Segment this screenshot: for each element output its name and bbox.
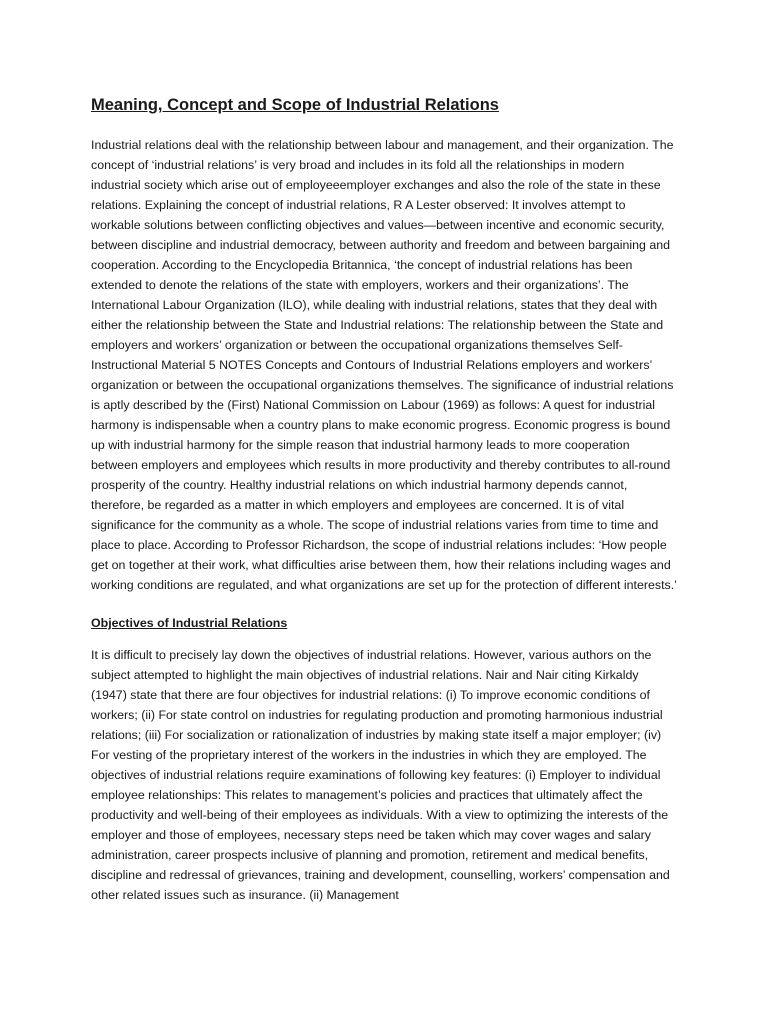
- subheading-objectives: Objectives of Industrial Relations: [91, 616, 288, 630]
- paragraph-objectives: It is difficult to precisely lay down the objectives of industrial relations. However, various authors on the subject attempted to highlight the main objectives of industrial relations. Nair and Nair citing Kirkaldy (1947) state that there are four objectives for industrial relations: (i) To improve economic conditions of workers; (ii) For state control on industries for regulating production and promoting harmonious industrial relations; (iii) For socialization or rationalization of industries by making state itself a major employer; (iv) For vesting of the proprietary interest of the workers in the industries in which they are employed. The objectives of industrial relations require examinations of following key features: (i) Employer to individual employee relationships: This relates to management’s policies and practices that ultimately affect the productivity and well-being of their employees as individuals. With a view to optimizing the interests of the employer and those of employees, necessary steps need be taken which may cover wages and salary administration, career prospects inclusive of planning and promotion, retirement and medical benefits, discipline and redressal of grievances, training and development, counselling, workers’ compensation and other related issues such as insurance. (ii) Management: [91, 648, 670, 902]
- document-title: Meaning, Concept and Scope of Industrial Relations: [91, 96, 499, 114]
- paragraph-meaning-concept-scope: Industrial relations deal with the relationship between labour and management, and their organization. The concept of ‘industrial relations’ is very broad and includes in its fold all the relationships in modern industrial society which arise out of employeeemployer exchanges and also the role of the state in these relations. Explaining the concept of industrial relations, R A Lester observed: It involves attempt to workable solutions between conflicting objectives and values—between incentive and economic security, between discipline and industrial democracy, between authority and freedom and between bargaining and cooperation. According to the Encyclopedia Britannica, ‘the concept of industrial relations has been extended to denote the relations of the state with employers, workers and their organizations’. The International Labour Organization (ILO), while dealing with industrial relations, states that they deal with either the relationship between the State and Industrial relations: The relationship between the State and employers and workers’ organization or between the occupational organizations themselves Self-Instructional Material 5 NOTES Concepts and Contours of Industrial Relations employers and workers’ organization or between the occupational organizations themselves. The significance of industrial relations is aptly described by the (First) National Commission on Labour (1969) as follows: A quest for industrial harmony is indispensable when a country plans to make economic progress. Economic progress is bound up with industrial harmony for the simple reason that industrial harmony leads to more cooperation between employers and employees which results in more productivity and thereby contributes to all-round prosperity of the country. Healthy industrial relations on which industrial harmony depends cannot, therefore, be regarded as a matter in which employers and employees are concerned. It is of vital significance for the community as a whole. The scope of industrial relations varies from time to time and place to place. According to Professor Richardson, the scope of industrial relations includes: ‘How people get on together at their work, what difficulties arise between them, how their relations including wages and working conditions are regulated, and what organizations are set up for the protection of different interests.’: [91, 138, 677, 592]
- document-page: [91, 95, 677, 905]
